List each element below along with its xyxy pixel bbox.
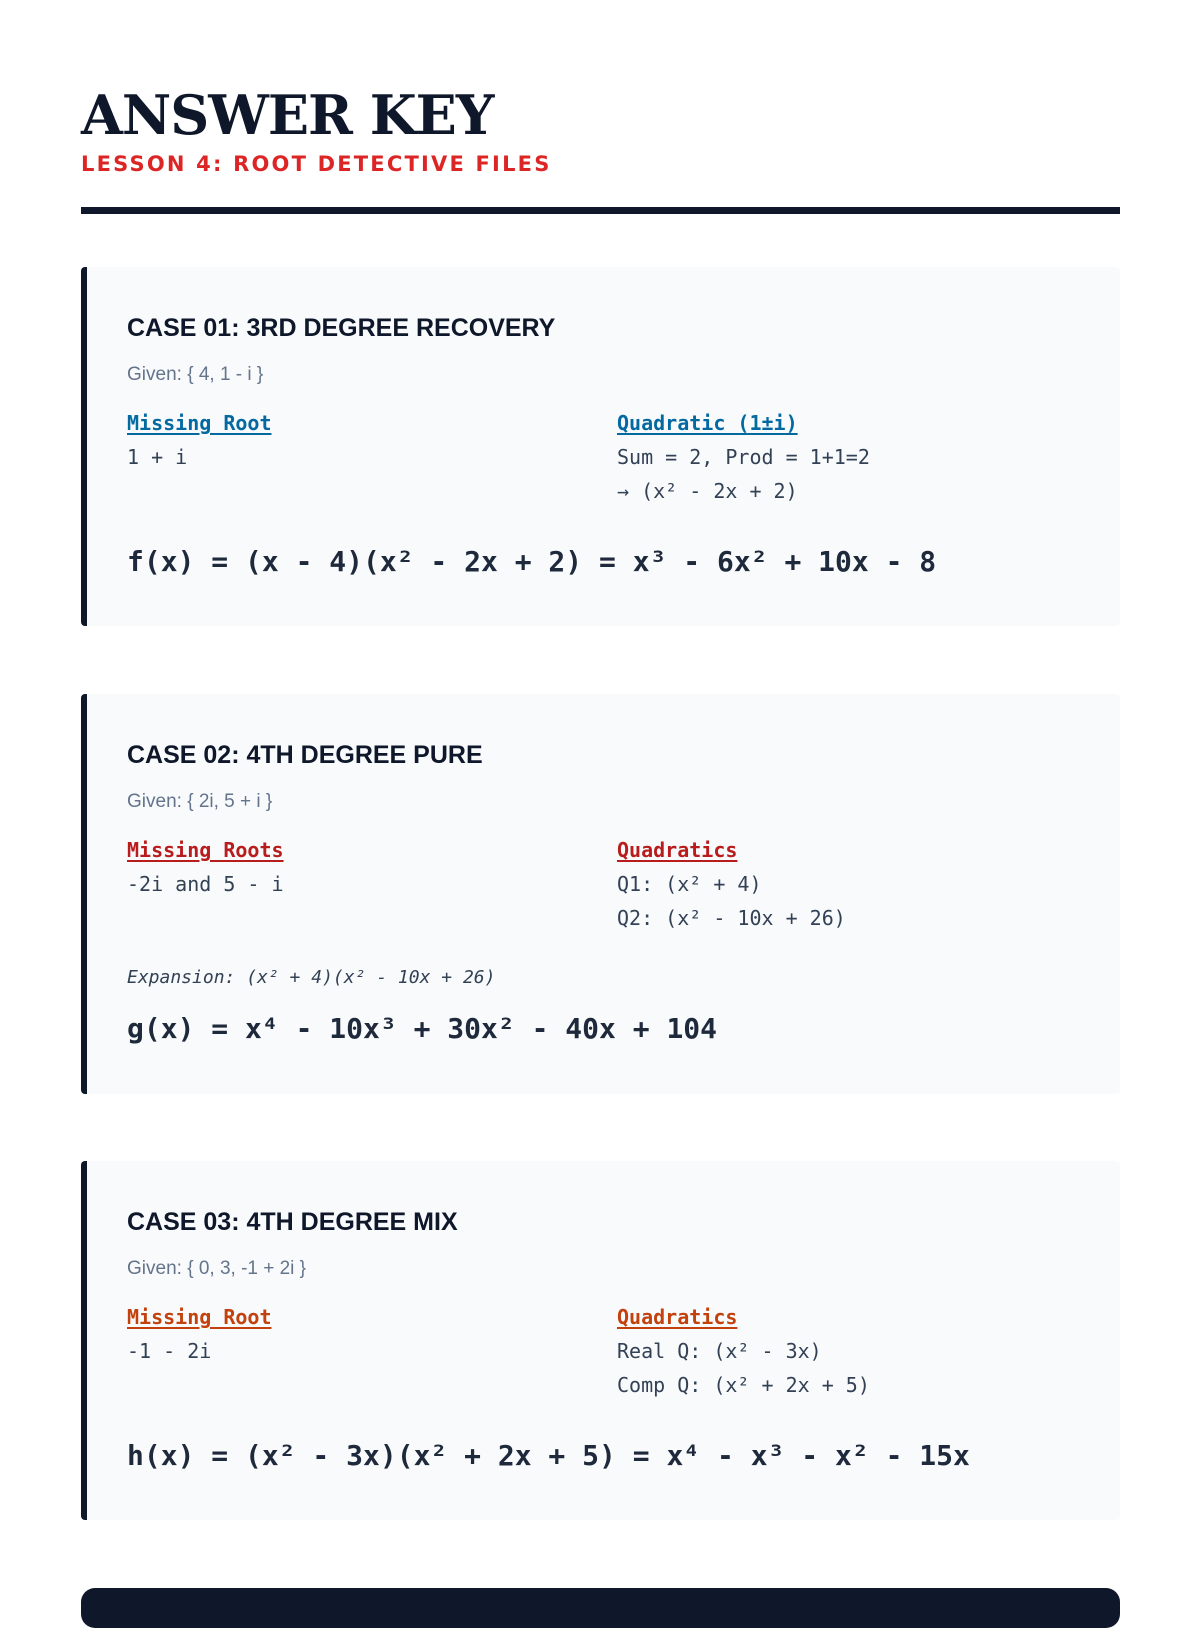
missing-root-value: -1 - 2i [127,1339,212,1363]
given-roots: Given: { 4, 1 - i } [127,364,264,385]
case-title: CASE 02: 4TH DEGREE PURE [127,741,483,769]
missing-root-value: 1 + i [127,445,188,469]
quadratics-column [617,1300,870,1402]
case-title: CASE 03: 4TH DEGREE MIX [127,1208,458,1236]
quadratic-line-1: Q1: (x² + 4) [617,872,762,896]
page-subtitle: LESSON 4: ROOT DETECTIVE FILES [81,152,552,176]
quadratics-label: Quadratics [617,838,738,862]
final-polynomial: h(x) = (x² - 3x)(x² + 2x + 5) = x⁴ - x³ - x² - 15x [127,1439,970,1472]
case-card-1 [81,267,1120,626]
missing-root-column [127,1300,272,1368]
missing-roots-value: -2i and 5 - i [127,872,284,896]
quadratics-label: Quadratics [617,1305,738,1329]
quadratic-column [617,406,870,508]
quadratics-column [617,833,846,935]
missing-root-label: Missing Root [127,411,272,435]
missing-root-label: Missing Root [127,1305,272,1329]
given-roots: Given: { 0, 3, -1 + 2i } [127,1258,307,1279]
quadratic-line-2: Q2: (x² - 10x + 26) [617,906,846,930]
quadratic-line-1: Real Q: (x² - 3x) [617,1339,822,1363]
quadratic-line-2: → (x² - 2x + 2) [617,479,798,503]
quadratic-line-1: Sum = 2, Prod = 1+1=2 [617,445,870,469]
quadratic-line-2: Comp Q: (x² + 2x + 5) [617,1373,870,1397]
given-roots: Given: { 2i, 5 + i } [127,791,273,812]
final-polynomial: f(x) = (x - 4)(x² - 2x + 2) = x³ - 6x² + 10x - 8 [127,545,937,578]
footer-bar [81,1588,1120,1628]
final-polynomial: g(x) = x⁴ - 10x³ + 30x² - 40x + 104 [127,1012,718,1045]
missing-roots-column [127,833,284,901]
expansion-note: Expansion: (x² + 4)(x² - 10x + 26) [127,967,496,988]
case-card-2 [81,694,1120,1094]
case-card-3 [81,1161,1120,1520]
quadratic-label: Quadratic (1±i) [617,411,798,435]
case-title: CASE 01: 3RD DEGREE RECOVERY [127,314,556,342]
page-title: ANSWER KEY [81,83,494,147]
missing-root-column [127,406,272,474]
header-divider [81,207,1120,214]
missing-roots-label: Missing Roots [127,838,284,862]
